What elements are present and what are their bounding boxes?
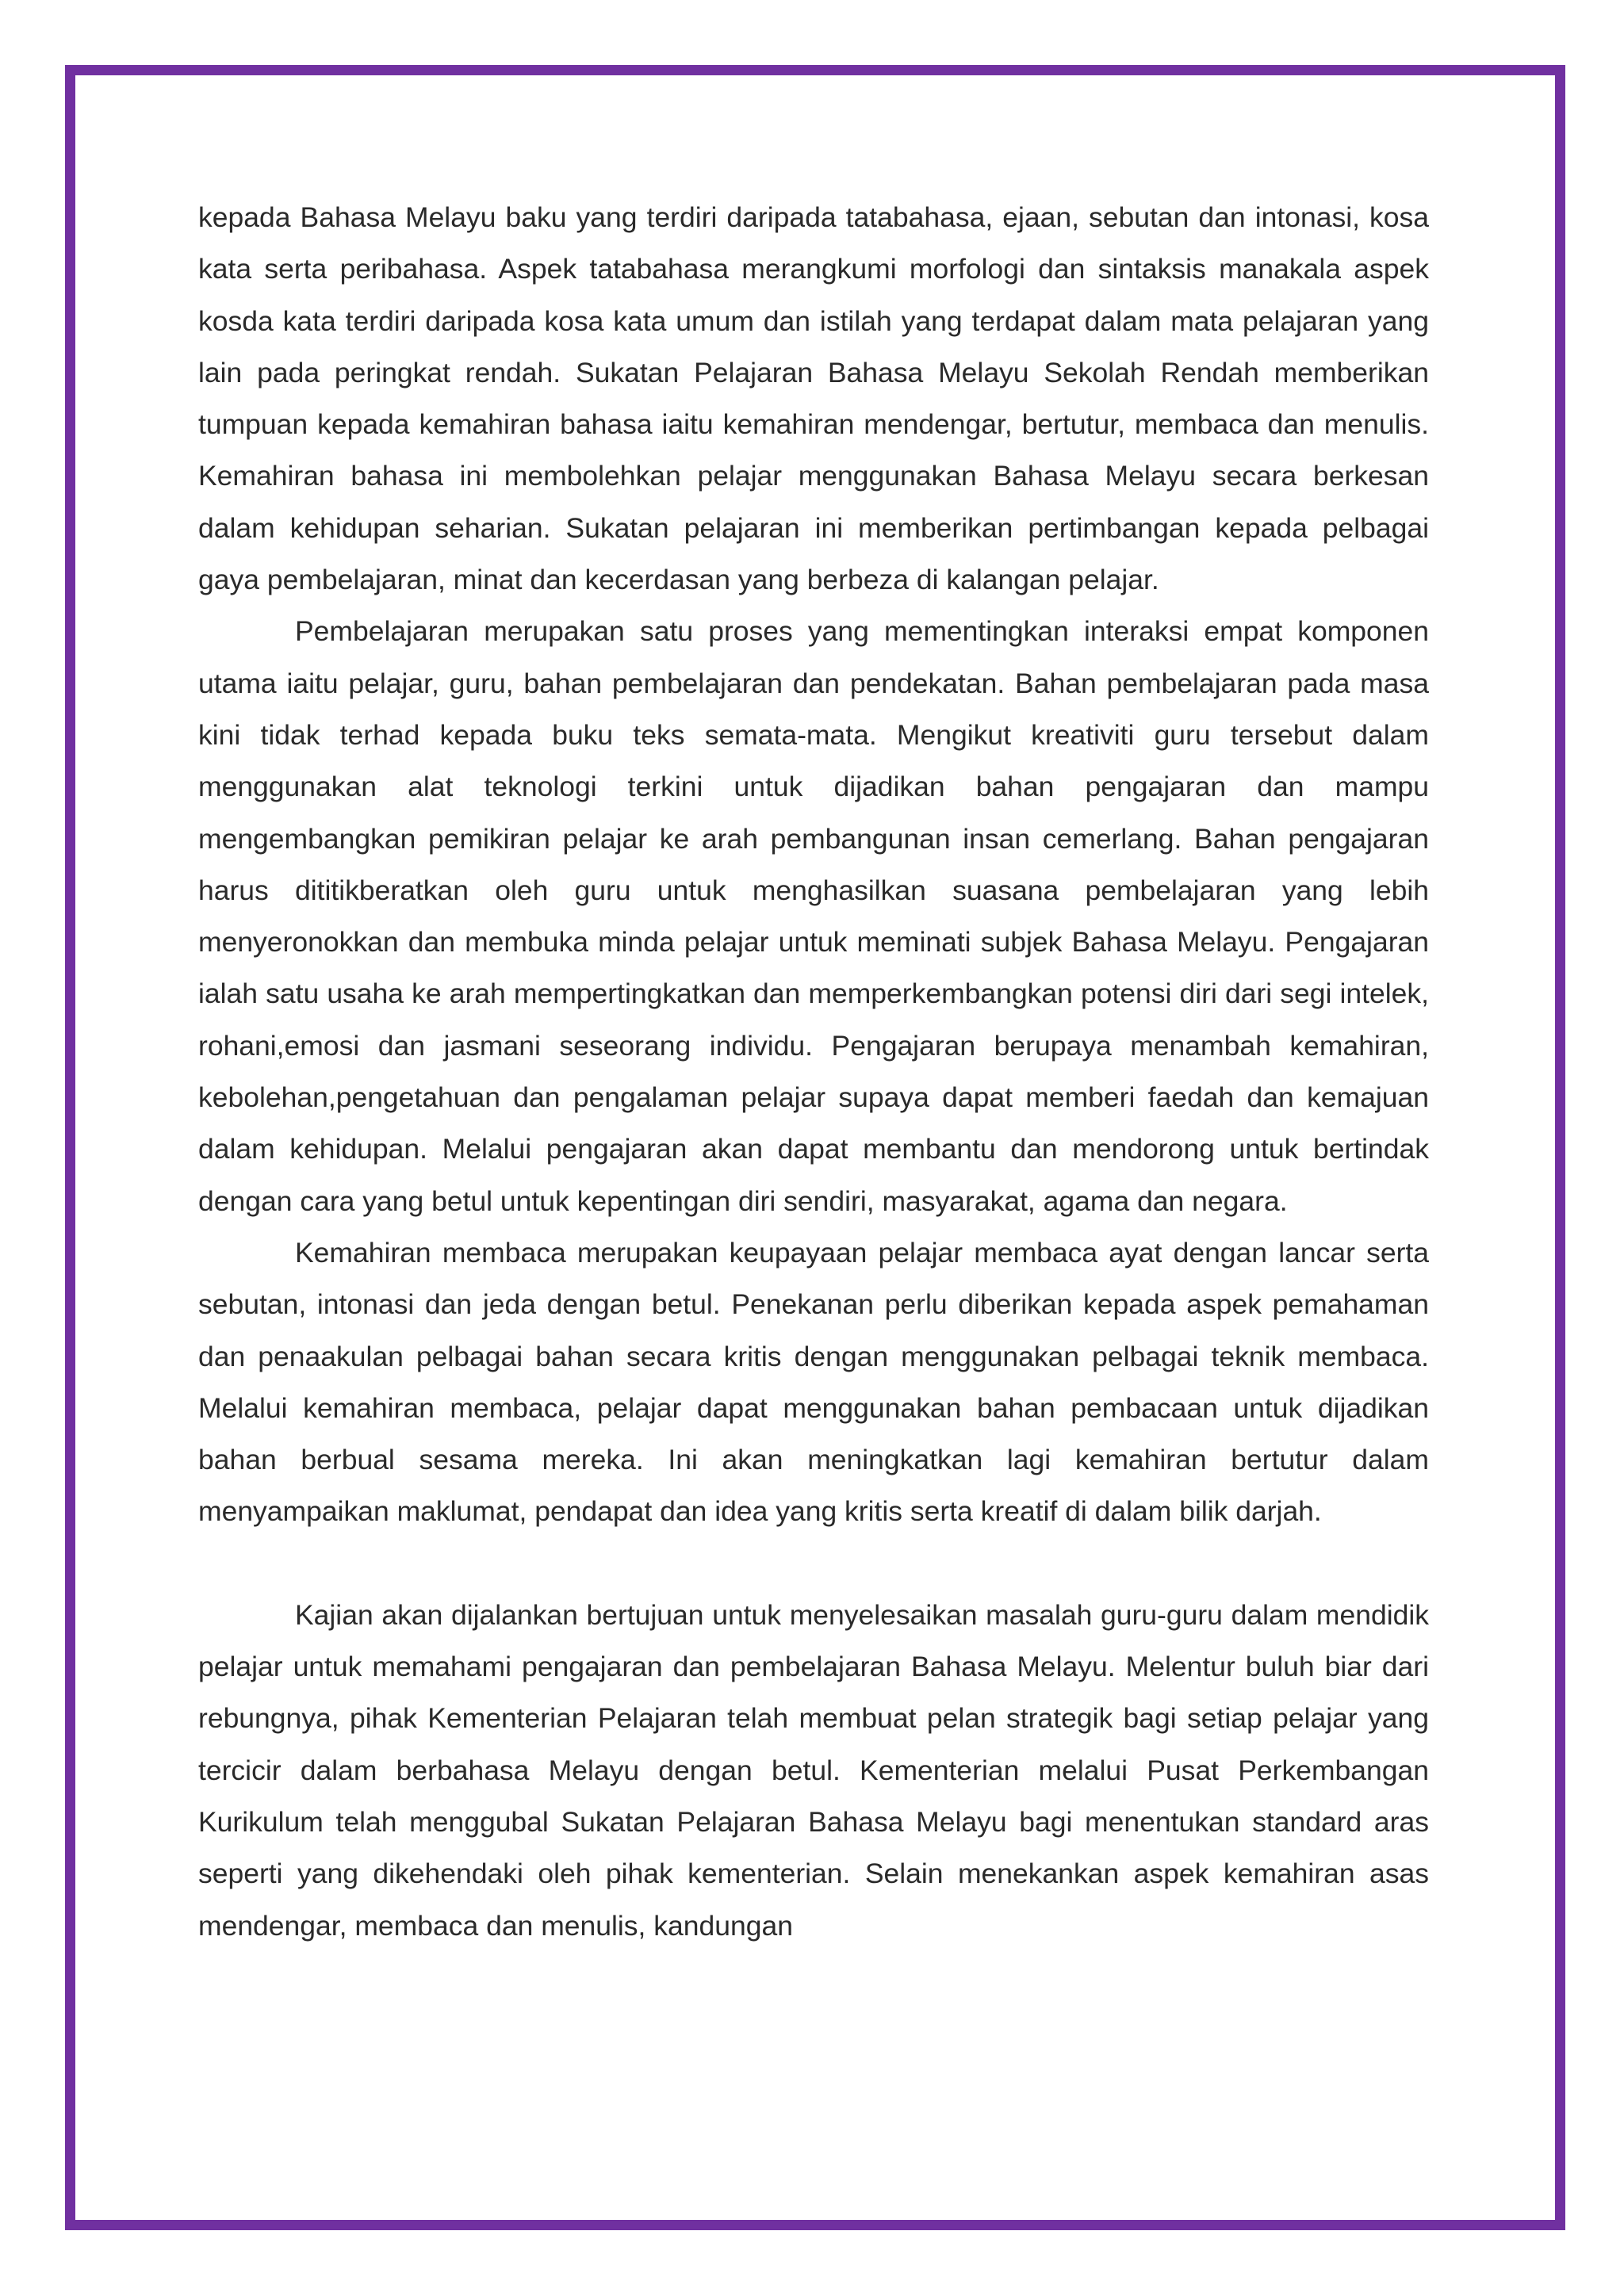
paragraph-1: kepada Bahasa Melayu baku yang terdiri daripada tatabahasa, ejaan, sebutan dan intonasi, kosa kata serta peribahasa. Aspek tatabahasa merangkumi morfologi dan sintaksis manakala aspek kosda kata terdiri daripada kosa kata umum dan istilah yang terdapat dalam mata pelajaran yang lain pada peringkat rendah. Sukatan Pelajaran Bahasa Melayu Sekolah Rendah memberikan tumpuan kepada kemahiran bahasa iaitu kemahiran mendengar, bertutur, membaca dan menulis. Kemahiran bahasa ini membolehkan pelajar menggunakan Bahasa Melayu secara berkesan dalam kehidupan seharian. Sukatan pelajaran ini memberikan pertimbangan kepada pelbagai gaya pembelajaran, minat dan kecerdasan yang berbeza di kalangan pelajar. bbox=[198, 201, 1429, 596]
paragraph-3: Kemahiran membaca merupakan keupayaan pelajar membaca ayat dengan lancar serta sebutan, intonasi dan jeda dengan betul. Penekanan perlu diberikan kepada aspek pemahaman dan penaakulan pelbagai bahan secara kritis dengan menggunakan pelbagai teknik membaca. Melalui kemahiran membaca, pelajar dapat menggunakan bahan pembacaan untuk dijadikan bahan berbual sesama mereka. Ini akan meningkatkan lagi kemahiran bertutur dalam menyampaikan maklumat, pendapat dan idea yang kritis serta kreatif di dalam bilik darjah. bbox=[198, 1236, 1429, 1528]
document-body bbox=[198, 192, 1429, 1952]
paragraph-2: Pembelajaran merupakan satu proses yang mementingkan interaksi empat komponen utama iaitu pelajar, guru, bahan pembelajaran dan pendekatan. Bahan pembelajaran pada masa kini tidak terhad kepada buku teks semata-mata. Mengikut kreativiti guru tersebut dalam menggunakan alat teknologi terkini untuk dijadikan bahan pengajaran dan mampu mengembangkan pemikiran pelajar ke arah pembangunan insan cemerlang. Bahan pengajaran harus dititikberatkan oleh guru untuk menghasilkan suasana pembelajaran yang lebih menyeronokkan dan membuka minda pelajar untuk meminati subjek Bahasa Melayu. Pengajaran ialah satu usaha ke arah mempertingkatkan dan memperkembangkan potensi diri dari segi intelek, rohani,emosi dan jasmani seseorang individu. Pengajaran berupaya menambah kemahiran, kebolehan,pengetahuan dan pengalaman pelajar supaya dapat memberi faedah dan kemajuan dalam kehidupan. Melalui pengajaran akan dapat membantu dan mendorong untuk bertindak dengan cara yang betul untuk kepentingan diri sendiri, masyarakat, agama dan negara. bbox=[198, 615, 1429, 1217]
paragraph-4: Kajian akan dijalankan bertujuan untuk menyelesaikan masalah guru-guru dalam mendidik pelajar untuk memahami pengajaran dan pembelajaran Bahasa Melayu. Melentur buluh biar dari rebungnya, pihak Kementerian Pelajaran telah membuat pelan strategik bagi setiap pelajar yang tercicir dalam berbahasa Melayu dengan betul. Kementerian melalui Pusat Perkembangan Kurikulum telah menggubal Sukatan Pelajaran Bahasa Melayu bagi menentukan standard aras seperti yang dikehendaki oleh pihak kementerian. Selain menekankan aspek kemahiran asas mendengar, membaca dan menulis, kandungan bbox=[198, 1598, 1429, 1942]
